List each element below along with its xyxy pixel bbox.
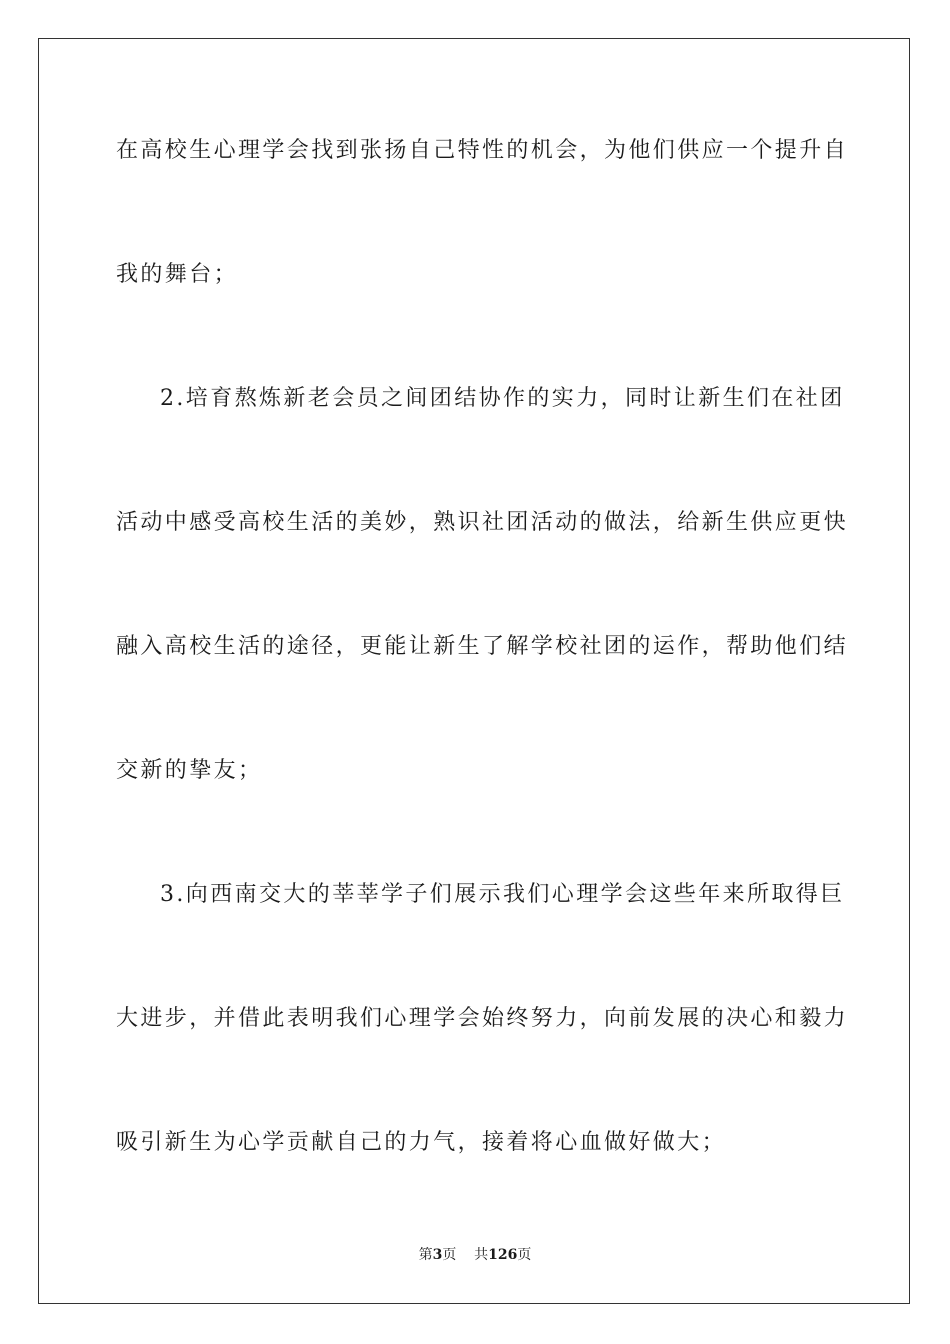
total-suffix: 页 (517, 1247, 532, 1263)
total-prefix: 共 (474, 1247, 489, 1263)
page-footer (0, 1246, 950, 1264)
paragraph-line-8: 大进步，并借此表明我们心理学会始终努力，向前发展的决心和毅力 (116, 1006, 849, 1031)
total-pages: 126 (488, 1247, 518, 1263)
paragraph-line-6: 交新的挚友； (116, 758, 263, 783)
paragraph-line-3: 2.培育熬炼新老会员之间团结协作的实力，同时让新生们在社团 (160, 386, 845, 411)
page-suffix: 页 (442, 1247, 457, 1263)
page-prefix: 第 (418, 1247, 433, 1263)
paragraph-line-1: 在高校生心理学会找到张扬自己特性的机会，为他们供应一个提升自 (116, 138, 849, 163)
paragraph-line-9: 吸引新生为心学贡献自己的力气，接着将心血做好做大； (116, 1130, 727, 1155)
page-number: 3 (432, 1247, 443, 1263)
paragraph-line-4: 活动中感受高校生活的美妙，熟识社团活动的做法，给新生供应更快 (116, 510, 849, 535)
paragraph-line-7: 3.向西南交大的莘莘学子们展示我们心理学会这些年来所取得巨 (160, 882, 845, 907)
paragraph-line-2: 我的舞台； (116, 262, 239, 287)
page-border (38, 38, 910, 1304)
paragraph-line-5: 融入高校生活的途径，更能让新生了解学校社团的运作，帮助他们结 (116, 634, 849, 659)
